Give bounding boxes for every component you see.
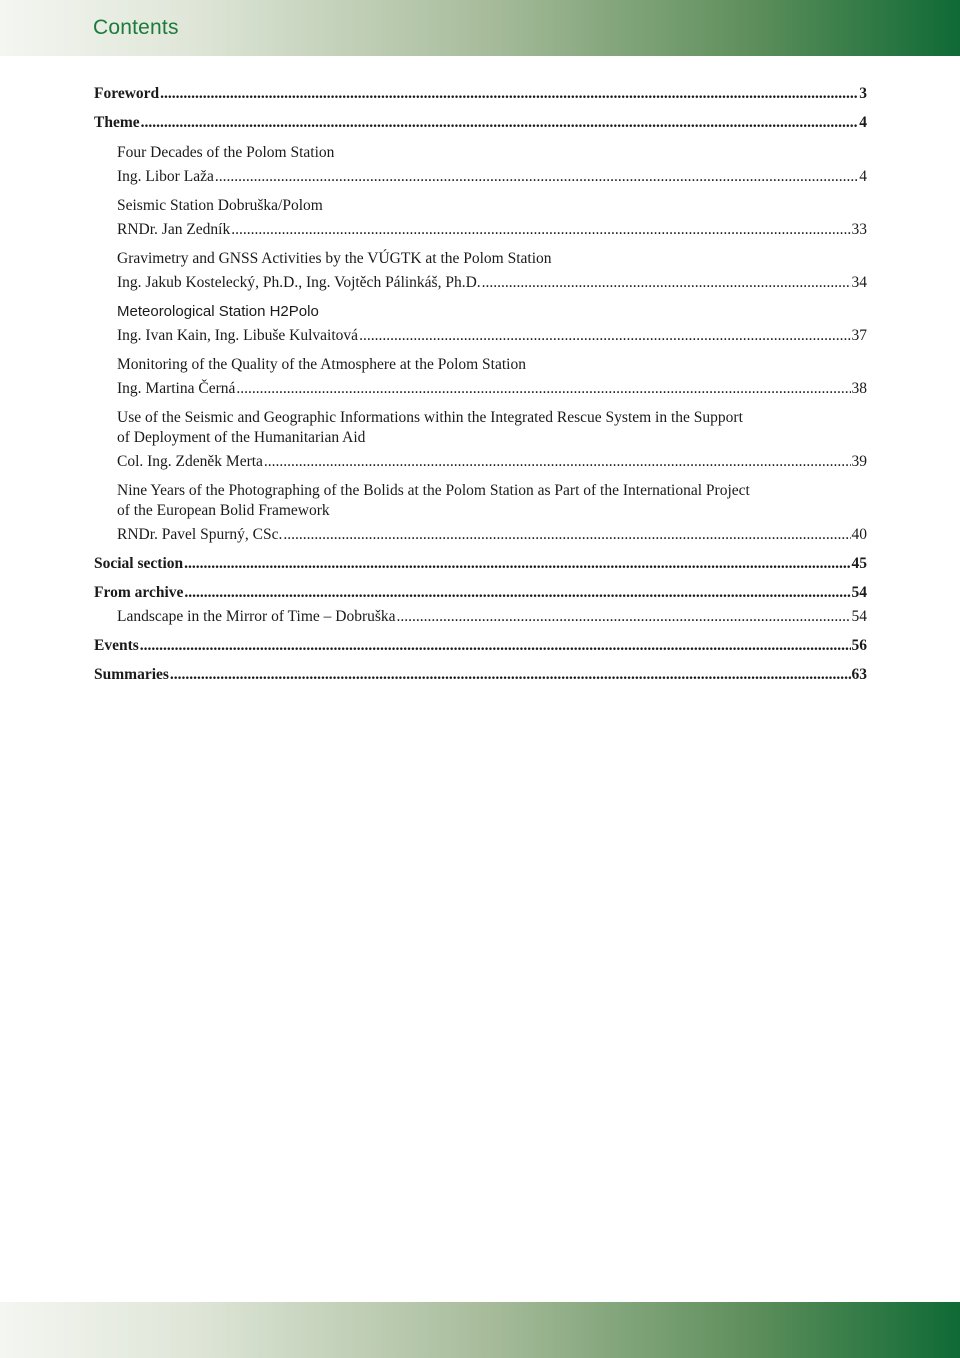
leader-dots — [140, 636, 851, 656]
table-of-contents — [94, 84, 867, 685]
toc-entry-article[interactable] — [117, 452, 867, 472]
toc-entry-foreword[interactable] — [94, 84, 867, 104]
toc-entry-article[interactable] — [117, 220, 867, 240]
toc-entry-label: Summaries — [94, 666, 169, 683]
leader-dots — [482, 273, 851, 293]
article-title: Nine Years of the Photographing of the Bolids at the Polom Station as Part of the International Project — [117, 482, 750, 499]
leader-dots — [160, 84, 858, 104]
leader-dots — [236, 379, 850, 399]
article-title-line2: of the European Bolid Framework — [117, 502, 330, 519]
toc-entry-label: Social section — [94, 555, 184, 572]
toc-entry-page: 40 — [851, 526, 867, 543]
toc-entry-social-section[interactable] — [94, 554, 867, 574]
article-title: Gravimetry and GNSS Activities by the VÚGTK at the Polom Station — [117, 250, 552, 267]
article-author: RNDr. Jan Zedník — [117, 221, 231, 238]
article-title: Meteorological Station H2Polo — [117, 303, 319, 320]
toc-entry-page: 38 — [851, 380, 867, 397]
article-author: Ing. Jakub Kostelecký, Ph.D., Ing. Vojtěch Pálinkáš, Ph.D. — [117, 274, 481, 291]
article-title: Four Decades of the Polom Station — [117, 144, 335, 161]
leader-dots — [184, 554, 850, 574]
toc-entry-page: 33 — [851, 221, 867, 238]
toc-entry-page: 54 — [851, 608, 867, 625]
leader-dots — [359, 326, 850, 346]
leader-dots — [141, 113, 859, 133]
article-title: Monitoring of the Quality of the Atmosphere at the Polom Station — [117, 356, 526, 373]
toc-entry-page: 39 — [851, 453, 867, 470]
toc-entry-article[interactable] — [117, 525, 867, 545]
leader-dots — [231, 220, 850, 240]
article-title: Use of the Seismic and Geographic Informations within the Integrated Rescue System in the Support — [117, 409, 743, 426]
toc-entry-label: From archive — [94, 584, 184, 601]
toc-entry-article[interactable] — [117, 167, 867, 187]
article-author: RNDr. Pavel Spurný, CSc. — [117, 526, 283, 543]
leader-dots — [184, 583, 850, 603]
toc-entry-page: 56 — [851, 637, 867, 654]
toc-entry-page: 34 — [851, 274, 867, 291]
leader-dots — [283, 525, 850, 545]
leader-dots — [170, 665, 851, 685]
toc-entry-article[interactable] — [117, 326, 867, 346]
toc-entry-page: 54 — [851, 584, 867, 601]
leader-dots — [215, 167, 858, 187]
toc-entry-page: 37 — [851, 327, 867, 344]
toc-entry-article[interactable] — [117, 273, 867, 293]
toc-entry-landscape[interactable] — [117, 607, 867, 627]
article-author: Col. Ing. Zdeněk Merta — [117, 453, 263, 470]
toc-entry-label: Events — [94, 637, 139, 654]
toc-entry-from-archive[interactable] — [94, 583, 867, 603]
toc-entry-label: Landscape in the Mirror of Time – Dobruška — [117, 608, 396, 625]
toc-entry-page: 4 — [859, 114, 867, 131]
toc-entry-theme[interactable] — [94, 113, 867, 133]
toc-entry-summaries[interactable] — [94, 665, 867, 685]
toc-entry-label: Foreword — [94, 85, 160, 102]
leader-dots — [264, 452, 851, 472]
footer-band — [0, 1302, 960, 1358]
toc-entry-events[interactable] — [94, 636, 867, 656]
article-author: Ing. Ivan Kain, Ing. Libuše Kulvaitová — [117, 327, 359, 344]
toc-entry-article[interactable] — [117, 379, 867, 399]
page-title: Contents — [93, 16, 179, 39]
article-title-line2: of Deployment of the Humanitarian Aid — [117, 429, 366, 446]
article-title: Seismic Station Dobruška/Polom — [117, 197, 323, 214]
toc-entry-label: Theme — [94, 114, 140, 131]
toc-entry-page: 45 — [851, 555, 867, 572]
article-author: Ing. Libor Laža — [117, 168, 214, 185]
leader-dots — [397, 607, 851, 627]
toc-entry-page: 63 — [851, 666, 867, 683]
toc-entry-page: 3 — [859, 85, 867, 102]
toc-entry-page: 4 — [859, 168, 867, 185]
article-author: Ing. Martina Černá — [117, 380, 236, 397]
